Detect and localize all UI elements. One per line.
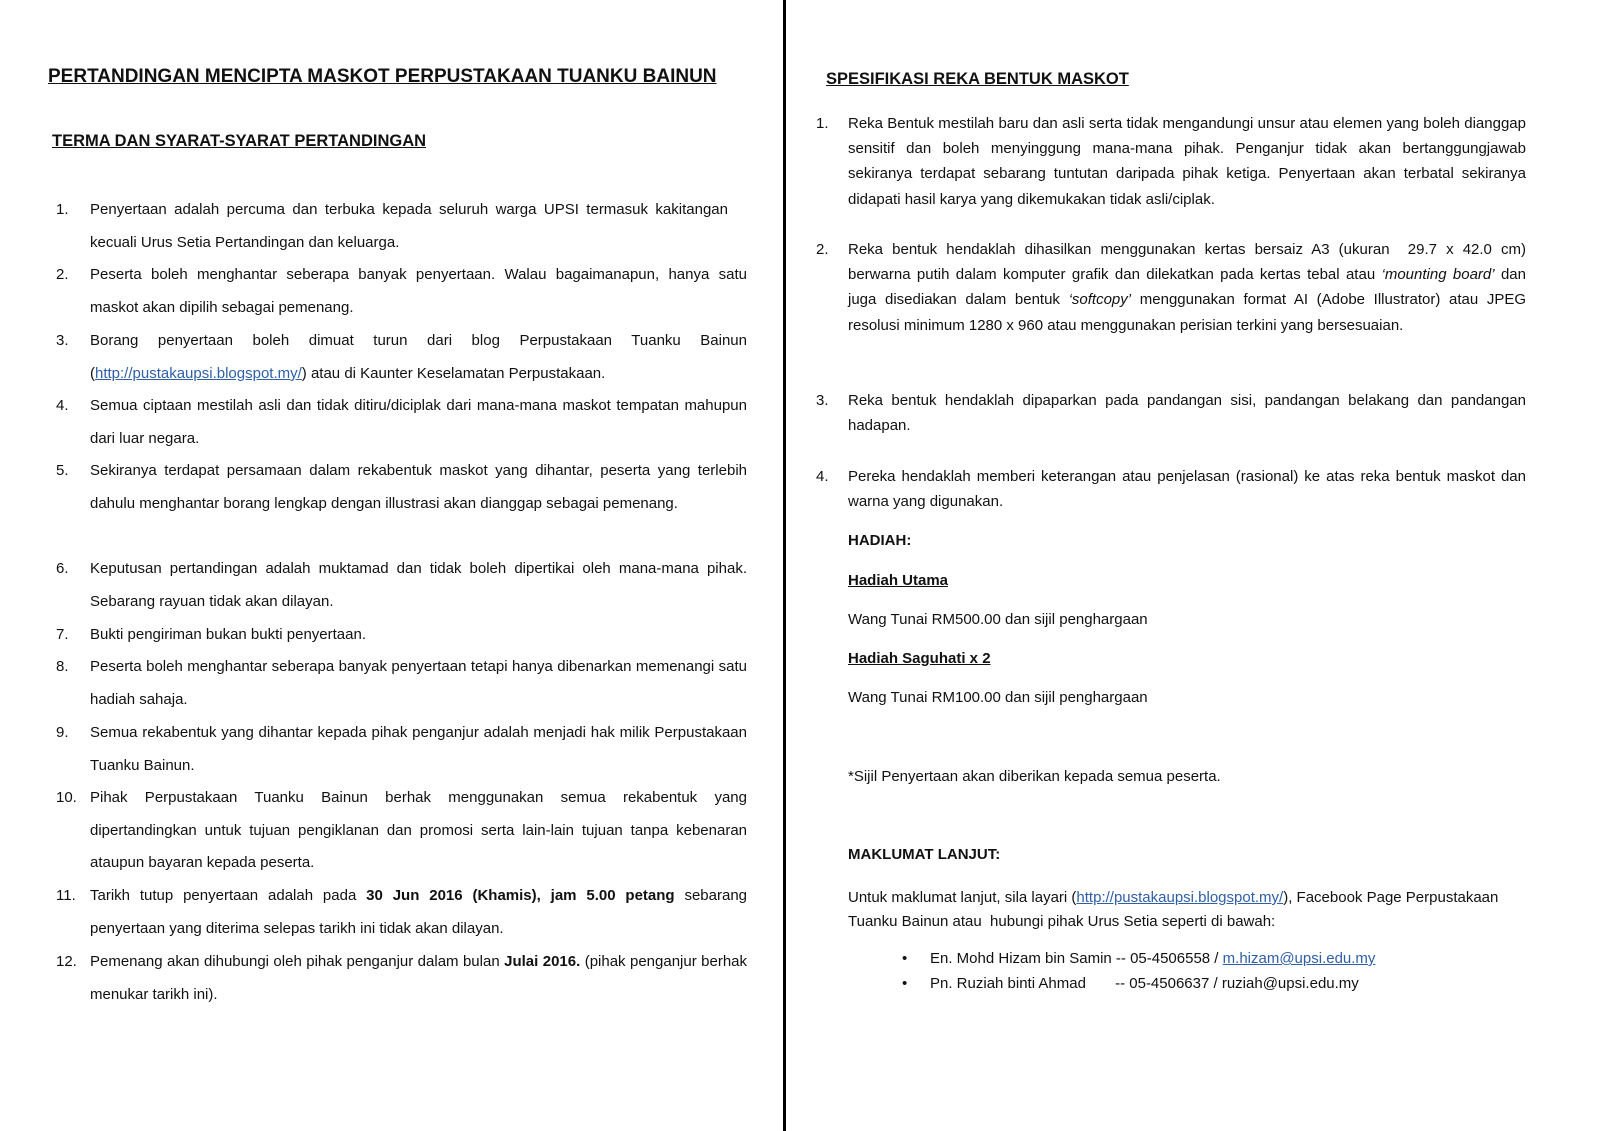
item-number: 4. bbox=[56, 397, 69, 414]
spec-item bbox=[816, 464, 1526, 514]
certificate-note: *Sijil Penyertaan akan diberikan kepada semua peserta. bbox=[848, 768, 1221, 785]
deadline: 30 Jun 2016 (Khamis), jam 5.00 petang bbox=[366, 887, 675, 904]
item-text: Sekiranya terdapat persamaan dalam rekabentuk maskot yang dihantar, peserta yang terlebih dahulu menghantar borang lengkap dengan illustrasi akan dianggap sebagai pemenang. bbox=[90, 462, 747, 512]
consolation-prize-text: Wang Tunai RM100.00 dan sijil penghargaan bbox=[848, 689, 1148, 706]
document-title: PERTANDINGAN MENCIPTA MASKOT PERPUSTAKAAN TUANKU BAINUN bbox=[48, 66, 717, 87]
prize-heading: HADIAH: bbox=[848, 532, 912, 549]
blog-link[interactable]: http://pustakaupsi.blogspot.my/ bbox=[95, 364, 302, 382]
term-item bbox=[56, 619, 747, 652]
item-number: 12. bbox=[56, 953, 77, 970]
term-item bbox=[56, 325, 747, 390]
item-text: Reka bentuk hendaklah dipaparkan pada pandangan sisi, pandangan belakang dan pandangan hadapan. bbox=[848, 392, 1526, 435]
item-text bbox=[90, 946, 747, 1011]
consolation-prize-label: Hadiah Saguhati x 2 bbox=[848, 650, 991, 667]
item-text bbox=[848, 237, 1526, 338]
item-text bbox=[90, 325, 747, 390]
info-text bbox=[848, 886, 1528, 933]
bullet-icon: • bbox=[902, 950, 908, 967]
item-number: 3. bbox=[56, 332, 69, 349]
term-item bbox=[56, 455, 747, 520]
item-number: 1. bbox=[56, 201, 69, 218]
item-text: Penyertaan adalah percuma dan terbuka kepada seluruh warga UPSI termasuk kakitangan kecuali Urus Setia Pertandingan dan keluarga. bbox=[90, 201, 747, 251]
item-number: 5. bbox=[56, 462, 69, 479]
item-text bbox=[90, 880, 747, 945]
item-number: 10. bbox=[56, 789, 77, 806]
term-item bbox=[56, 782, 747, 880]
contact-text: En. Mohd Hizam bin Samin -- 05-4506558 / bbox=[930, 950, 1223, 967]
item-number: 6. bbox=[56, 560, 69, 577]
item-number: 11. bbox=[56, 887, 76, 904]
spec-item bbox=[816, 237, 1526, 338]
text: sebarang penyertaan yang diterima selepas tarikh ini tidak akan dilayan. bbox=[90, 887, 748, 937]
email-link[interactable]: m.hizam@upsi.edu.my bbox=[1222, 950, 1376, 967]
term-item bbox=[56, 717, 747, 782]
terms-heading: TERMA DAN SYARAT-SYARAT PERTANDINGAN bbox=[52, 132, 427, 150]
bullet-icon: • bbox=[902, 975, 908, 992]
main-prize-text: Wang Tunai RM500.00 dan sijil penghargaan bbox=[848, 611, 1148, 628]
item-text: Reka Bentuk mestilah baru dan asli serta tidak mengandungi unsur atau elemen yang boleh dianggap sensitif dan boleh menyinggung mana-mana pihak. Penganjur tidak akan bertanggungjawab sekiranya terdapat sebarang tuntutan daripada pihak ketiga. Penyertaan akan terbatal sekiranya didapati hasil karya yang dikemukakan tidak asli/ciplak. bbox=[848, 115, 1526, 208]
item-number: 3. bbox=[816, 392, 829, 409]
term-item bbox=[56, 259, 747, 324]
item-number: 2. bbox=[816, 241, 829, 258]
term-item bbox=[56, 651, 747, 716]
spec-item bbox=[816, 388, 1526, 438]
contact-item bbox=[902, 950, 1375, 967]
text: Untuk maklumat lanjut, sila layari ( bbox=[848, 889, 1077, 906]
item-number: 8. bbox=[56, 658, 69, 675]
contact-text: Pn. Ruziah binti Ahmad -- 05-4506637 / ruziah@upsi.edu.my bbox=[930, 975, 1359, 992]
spec-item bbox=[816, 111, 1526, 212]
main-prize-label: Hadiah Utama bbox=[848, 572, 949, 589]
item-text: Keputusan pertandingan adalah muktamad dan tidak boleh dipertikai oleh mana-mana pihak. Sebarang rayuan tidak akan dilayan. bbox=[90, 560, 747, 610]
item-text: Pereka hendaklah memberi keterangan atau penjelasan (rasional) ke atas reka bentuk maskot dan warna yang digunakan. bbox=[848, 468, 1526, 511]
term-item bbox=[56, 194, 747, 259]
announcement-date: Julai 2016. bbox=[504, 953, 581, 970]
text: (pihak penganjur berhak menukar tarikh ini). bbox=[90, 953, 748, 1003]
text: Reka bentuk hendaklah dihasilkan menggunakan kertas bersaiz A3 (ukuran 29.7 x 42.0 cm) berwarna putih dalam komputer grafik dan dilekatkan pada kertas tebal atau bbox=[848, 241, 1526, 284]
item-number: 1. bbox=[816, 115, 829, 132]
info-heading: MAKLUMAT LANJUT: bbox=[848, 846, 1001, 863]
contact-item bbox=[902, 975, 1359, 992]
term-item bbox=[56, 390, 747, 455]
item-text: Semua rekabentuk yang dihantar kepada pihak penganjur adalah menjadi hak milik Perpustakaan Tuanku Bainun. bbox=[90, 724, 747, 774]
term-item bbox=[56, 553, 747, 618]
term-item bbox=[56, 880, 747, 945]
item-text: Bukti pengiriman bukan bukti penyertaan. bbox=[90, 626, 367, 643]
item-number: 4. bbox=[816, 468, 829, 485]
text: ‘mounting board’ bbox=[1381, 266, 1495, 284]
item-number: 7. bbox=[56, 626, 69, 643]
text: Borang penyertaan boleh dimuat turun dari blog Perpustakaan Tuanku Bainun ( bbox=[90, 332, 747, 382]
item-number: 9. bbox=[56, 724, 69, 741]
text: dan juga disediakan dalam bentuk bbox=[848, 266, 1526, 309]
item-text: Semua ciptaan mestilah asli dan tidak ditiru/diciplak dari mana-mana maskot tempatan mahupun dari luar negara. bbox=[90, 397, 747, 447]
item-text: Pihak Perpustakaan Tuanku Bainun berhak menggunakan semua rekabentuk yang dipertandingkan untuk tujuan pengiklanan dan promosi serta lain-lain tujuan tanpa kebenaran ataupun bayaran kepada peserta. bbox=[90, 789, 747, 872]
text: menggunakan format AI (Adobe Illustrator) atau JPEG resolusi minimum 1280 x 960 atau menggunakan perisian terkini yang bersesuaian. bbox=[848, 291, 1527, 334]
term-item bbox=[56, 946, 747, 1011]
text: ‘softcopy’ bbox=[1068, 291, 1132, 309]
spec-heading: SPESIFIKASI REKA BENTUK MASKOT bbox=[826, 70, 1129, 88]
item-text: Peserta boleh menghantar seberapa banyak penyertaan. Walau bagaimanapun, hanya satu maskot akan dipilih sebagai pemenang. bbox=[90, 266, 747, 316]
text: ) atau di Kaunter Keselamatan Perpustakaan. bbox=[301, 364, 606, 382]
column-divider bbox=[783, 0, 786, 1131]
blog-link[interactable]: http://pustakaupsi.blogspot.my/ bbox=[1076, 889, 1284, 906]
item-number: 2. bbox=[56, 266, 69, 283]
item-text: Peserta boleh menghantar seberapa banyak penyertaan tetapi hanya dibenarkan memenangi satu hadiah sahaja. bbox=[90, 658, 747, 708]
text: ), Facebook Page Perpustakaan Tuanku Bainun atau hubungi pihak Urus Setia seperti di bawah: bbox=[848, 889, 1499, 930]
text: Pemenang akan dihubungi oleh pihak penganjur dalam bulan bbox=[90, 953, 505, 970]
text: Tarikh tutup penyertaan adalah pada bbox=[90, 887, 367, 904]
